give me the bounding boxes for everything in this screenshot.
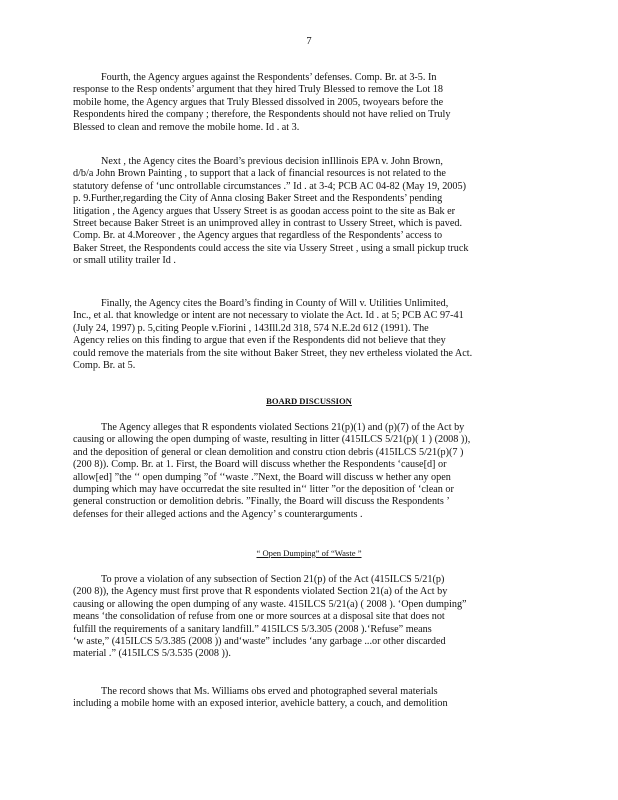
text-line: Street because Baker Street is an unimproved alley in contrast to Ussery Street, which is paved. <box>73 218 462 230</box>
text-line: To prove a violation of any subsection of Section 21(p) of the Act (415ILCS 5/21(p) <box>73 574 445 585</box>
text-line: (July 24, 1997) p. 5,citing People v.Fiorini , 143Ill.2d 318, 574 N.E.2d 612 (1991). The <box>73 322 429 334</box>
text-line: means ‘the consolidation of refuse from one or more sources at a disposal site that does not <box>73 611 445 623</box>
paragraph-alleged-violations <box>73 422 514 521</box>
text-line: Finally, the Agency cites the Board’s finding in County of Will v. Utilities Unlimited, <box>73 298 449 309</box>
text-line: The record shows that Ms. Williams obs erved and photographed several materials <box>73 686 438 697</box>
text-line: statutory defense of ‘unc ontrollable circumstances .” Id . at 3-4; PCB AC 04-82 (May 19, 2005) <box>73 180 466 192</box>
text-line: causing or allowing the open dumping of any waste. 415ILCS 5/21(a) ( 2008 ). ‘Open dumping” <box>73 598 467 610</box>
paragraph-county-of-will <box>73 298 514 372</box>
text-line: Blessed to clean and remove the mobile home. Id . at 3. <box>73 121 300 133</box>
paragraph-record-shows <box>73 686 514 711</box>
text-line: litigation , the Agency argues that Ussery Street is as goodan access point to the site as Bak er <box>73 205 456 217</box>
text-line: Comp. Br. at 5. <box>73 360 136 372</box>
text-line: (200 8)). Comp. Br. at 1. First, the Board will discuss whether the Respondents ‘cause[d] or <box>73 459 447 471</box>
text-line: response to the Resp ondents’ argument that they hired Truly Blessed to remove the Lot 18 <box>73 84 443 96</box>
paragraph-agency-defenses <box>73 72 514 134</box>
text-line: Agency relies on this finding to argue that even if the Respondents did not believe that they <box>73 335 446 347</box>
text-line: Next , the Agency cites the Board’s previous decision inIllinois EPA v. John Brown, <box>73 156 443 167</box>
text-line: Fourth, the Agency argues against the Respondents’ defenses. Comp. Br. at 3-5. In <box>73 72 437 83</box>
text-line: Inc., et al. that knowledge or intent are not necessary to violate the Act. Id . at 5; PCB AC 97-41 <box>73 310 464 322</box>
page-number: 7 <box>306 36 312 47</box>
text-line: dumping which may have occurredat the site resulted in‘‘ litter ”or the deposition of ‘clean or <box>73 484 454 496</box>
text-line: Respondents hired the company ; therefore, the Respondents should not have relied on Truly <box>73 109 451 121</box>
text-line: d/b/a John Brown Painting , to support that a lack of financial resources is not related to the <box>73 168 446 180</box>
text-line: Baker Street, the Respondents could access the site via Ussery Street , using a small pickup truck <box>73 242 469 254</box>
text-line: allow[ed] ”the ‘‘ open dumping ”of ‘‘waste .”Next, the Board will discuss w hether any open <box>73 471 451 483</box>
text-line: The Agency alleges that R espondents violated Sections 21(p)(1) and (p)(7) of the Act by <box>73 422 465 433</box>
text-line: defenses for their alleged actions and the Agency’ s counterarguments . <box>73 508 363 520</box>
subsection-heading: “ Open Dumping” of “Waste ” <box>256 548 362 558</box>
text-line: (200 8)), the Agency must first prove that R espondents violated Section 21(a) of the Act by <box>73 586 448 598</box>
text-line: mobile home, the Agency argues that Truly Blessed dissolved in 2005, twoyears before the <box>73 96 444 108</box>
paragraph-open-dumping-definition <box>73 574 514 661</box>
text-line: p. 9.Further,regarding the City of Anna closing Baker Street and the Respondents’ pending <box>73 193 443 205</box>
section-heading: BOARD DISCUSSION <box>266 396 352 406</box>
paragraph-john-brown <box>73 156 514 268</box>
text-line: causing or allowing the open dumping of waste, resulting in litter (415ILCS 5/21(p)( 1 ) (2008 )), <box>73 434 471 446</box>
text-line: ‘w aste,” (415ILCS 5/3.385 (2008 )) and‘waste” includes ‘any garbage ...or other discarded <box>73 636 446 648</box>
text-line: fulfill the requirements of a sanitary landfill.” 415ILCS 5/3.305 (2008 ).‘Refuse” means <box>73 623 432 635</box>
text-line: and the deposition of general or clean demolition and constru ction debris (415ILCS 5/21(p)(7 ) <box>73 446 464 458</box>
text-line: could remove the materials from the site without Baker Street, they nev ertheless violated the Act. <box>73 347 473 359</box>
text-line: Comp. Br. at 4.Moreover , the Agency argues that regardless of the Respondents’ access to <box>73 230 443 242</box>
text-line: material .” (415ILCS 5/3.535 (2008 )). <box>73 648 231 660</box>
text-line: including a mobile home with an exposed interior, avehicle battery, a couch, and demolition <box>73 698 448 710</box>
text-line: general construction or demolition debris. ”Finally, the Board will discuss the Respondents ’ <box>73 496 450 508</box>
text-line: or small utility trailer Id . <box>73 255 176 267</box>
